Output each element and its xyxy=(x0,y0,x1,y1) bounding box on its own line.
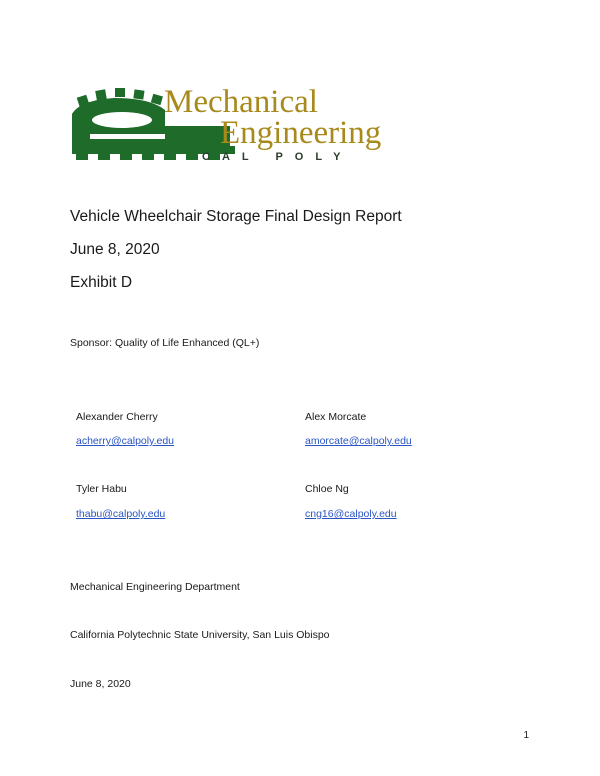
team-member-email[interactable]: amorcate@calpoly.edu xyxy=(305,435,412,447)
team-member-name: Alex Morcate xyxy=(305,411,367,423)
sponsor-line: Sponsor: Quality of Life Enhanced (QL+) xyxy=(70,337,260,349)
team-member-name: Tyler Habu xyxy=(76,483,127,495)
university: California Polytechnic State University, San Luis Obispo xyxy=(70,629,330,641)
logo-text-mechanical: Mechanical xyxy=(164,84,318,120)
logo-text-cal-poly: CAL POLY xyxy=(202,151,353,163)
team-member-email[interactable]: acherry@calpoly.edu xyxy=(76,435,175,447)
mechanical-engineering-logo xyxy=(70,86,415,166)
team-member-email[interactable]: cng16@calpoly.edu xyxy=(305,508,397,520)
report-date: June 8, 2020 xyxy=(70,241,160,258)
department: Mechanical Engineering Department xyxy=(70,581,240,593)
exhibit-label: Exhibit D xyxy=(70,274,133,291)
team-member-name: Alexander Cherry xyxy=(76,411,158,423)
logo-text-engineering: Engineering xyxy=(220,115,382,151)
footer-date: June 8, 2020 xyxy=(70,678,131,690)
team-member-email[interactable]: thabu@calpoly.edu xyxy=(76,508,166,520)
report-title: Vehicle Wheelchair Storage Final Design Report xyxy=(70,208,402,225)
page-number: 1 xyxy=(523,730,529,741)
team-member-name: Chloe Ng xyxy=(305,483,349,495)
